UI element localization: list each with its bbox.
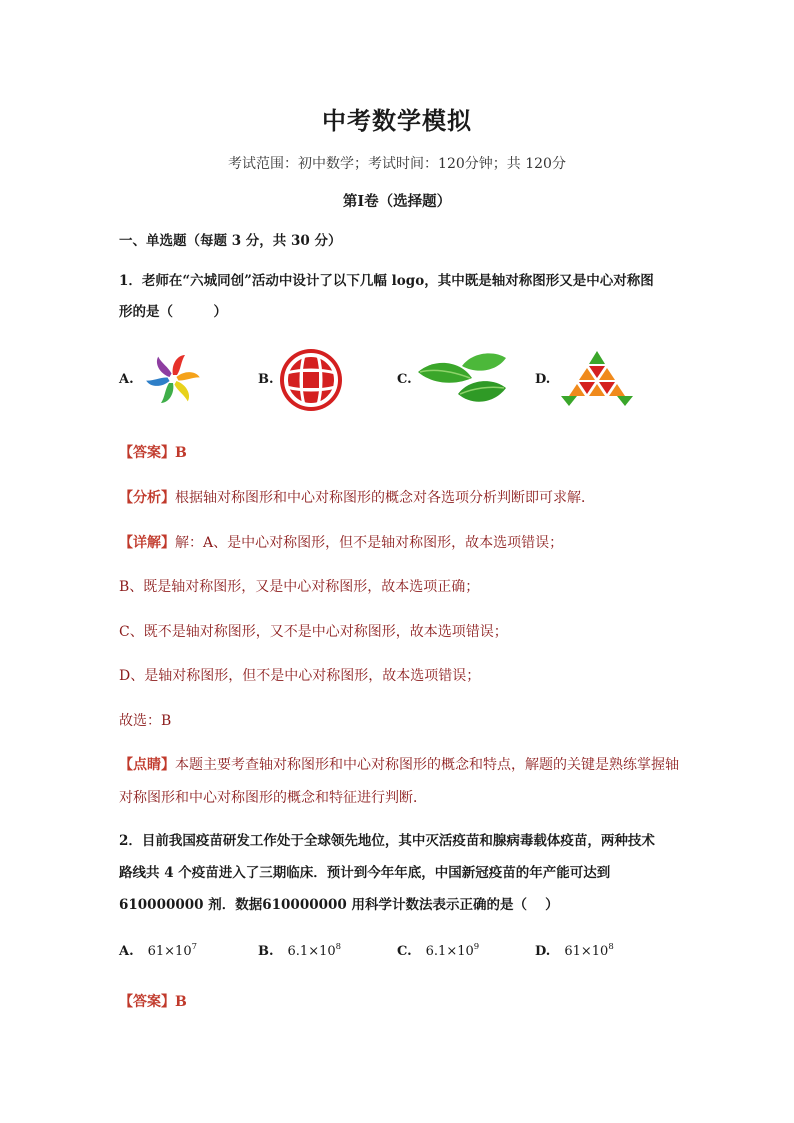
answer-value: B <box>175 445 187 461</box>
answer-tag: 【答案】 <box>119 994 175 1010</box>
detail-text: 解：A、是中心对称图形，但不是轴对称图形，故本选项错误； <box>175 535 564 551</box>
globe-logo-icon <box>279 347 343 413</box>
question-2-line-2: 路线共 4 个疫苗进入了三期临床．预计到今年年底，中国新冠疫苗的年产能可达到 <box>119 865 611 881</box>
question-1-line-1: 1．老师在“六城同创”活动中设计了以下几幅 logo，其中既是轴对称图形又是中心对称图 <box>119 273 654 289</box>
q2-option-b: B. $6.1\times 10^8$ <box>258 942 342 959</box>
detail-1-b: B、既是轴对称图形，又是中心对称图形，故本选项正确； <box>119 579 480 595</box>
section-heading: 一、单选题（每题 3 分，共 30 分） <box>119 233 342 249</box>
comment-1 <box>119 754 679 774</box>
volume-heading: 第Ⅰ卷（选择题） <box>342 193 452 210</box>
q2-option-d: D. $61\times 10^8$ <box>535 942 614 959</box>
comment-tag: 【点睛】 <box>119 757 175 773</box>
answer-1 <box>119 442 187 462</box>
option-c-label: C. <box>397 372 412 387</box>
triangle-logo-icon <box>560 349 634 409</box>
detail-1-c: C、既不是轴对称图形，又不是中心对称图形，故本选项错误； <box>119 624 508 640</box>
detail-1-d: D、是轴对称图形，但不是中心对称图形，故本选项错误； <box>119 668 481 684</box>
comment-text: 本题主要考查轴对称图形和中心对称图形的概念和特点，解题的关键是熟练掌握轴 <box>175 757 679 773</box>
option-a-label: A. <box>119 372 134 387</box>
answer-2 <box>119 991 187 1011</box>
choice-1: 故选：B <box>119 713 172 729</box>
page-title: 中考数学模拟 <box>322 106 472 135</box>
question-2-line-3: 610000000 剂．数据610000000 用科学计数法表示正确的是（ ） <box>119 897 559 913</box>
leaves-logo-icon <box>414 350 510 410</box>
analysis-tag: 【分析】 <box>119 490 175 506</box>
pinwheel-logo-icon <box>144 350 202 408</box>
q2-option-c: C. $6.1\times 10^9$ <box>397 942 480 959</box>
question-1-line-2: 形的是（ ） <box>119 304 227 320</box>
analysis-text: 根据轴对称图形和中心对称图形的概念对各选项分析判断即可求解． <box>175 490 595 506</box>
question-2-line-1: 2．目前我国疫苗研发工作处于全球领先地位，其中灭活疫苗和腺病毒载体疫苗，两种技术 <box>119 833 655 849</box>
detail-tag: 【详解】 <box>119 535 175 551</box>
answer-value: B <box>175 994 187 1010</box>
option-b-label: B. <box>258 372 274 387</box>
analysis-1 <box>119 487 595 507</box>
exam-info: 考试范围：初中数学；考试时间：120分钟；共 120分 <box>228 156 566 172</box>
q2-option-a: A. $61\times 10^7$ <box>119 942 198 959</box>
comment-1-line-2: 对称图形和中心对称图形的概念和特征进行判断． <box>119 790 427 806</box>
detail-1 <box>119 532 563 552</box>
option-d-label: D. <box>535 372 551 387</box>
answer-tag: 【答案】 <box>119 445 175 461</box>
